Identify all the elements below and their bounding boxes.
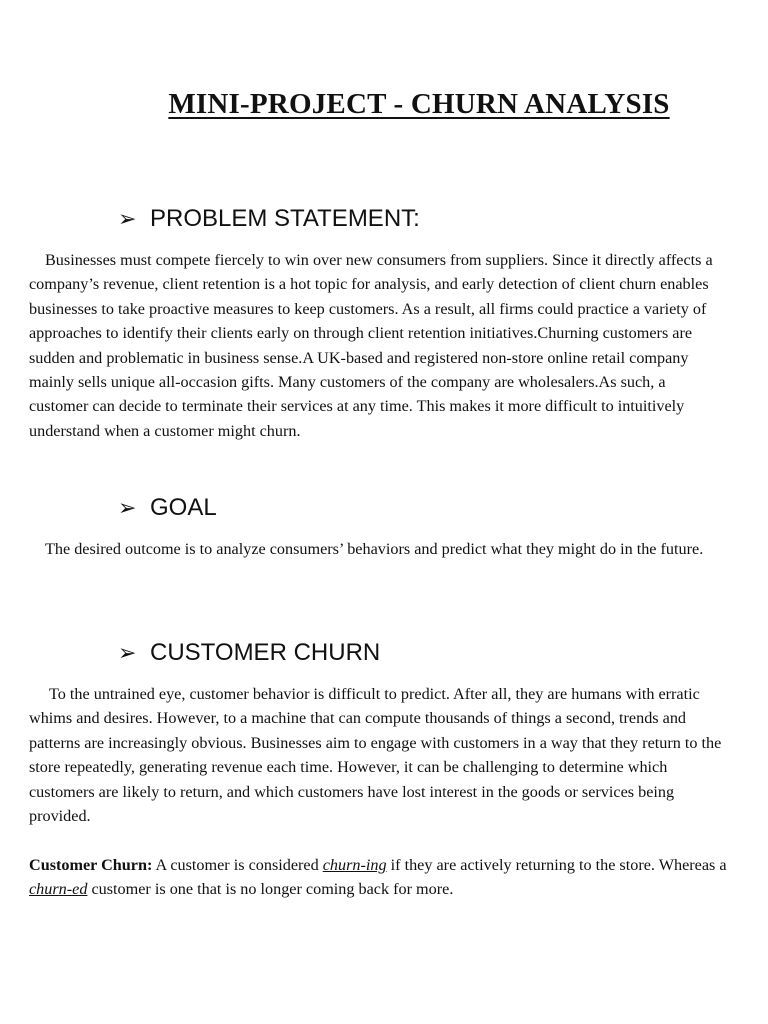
arrow-bullet-icon: ➢	[118, 641, 137, 666]
goal-paragraph: The desired outcome is to analyze consumers’ behaviors and predict what they might do in the future.	[45, 540, 704, 558]
definition-label: Customer Churn:	[29, 856, 153, 874]
term-churning: churn-ing	[322, 856, 387, 874]
heading-text: CUSTOMER CHURN	[150, 639, 381, 666]
heading-goal	[118, 494, 217, 522]
problem-statement-paragraph: Businesses must compete fiercely to win over new consumers from suppliers. Since it directly affects a company’s revenue, client retention is a hot topic for analysis, and early detection of client churn enables businesses to take proactive measures to keep customers. As a result, all firms could practice a variety of approaches to identify their clients early on through client retention initiatives.Churning customers are sudden and problematic in business sense.A UK-based and registered non-store online retail company mainly sells unique all-occasion gifts. Many customers of the company are wholesalers.As such, a customer can decide to terminate their services at any time. This makes it more difficult to intuitively understand when a customer might churn.	[29, 251, 713, 440]
arrow-bullet-icon: ➢	[118, 207, 137, 232]
term-churned: churn-ed	[29, 880, 88, 899]
document-title: MINI-PROJECT - CHURN ANALYSIS	[168, 88, 670, 120]
heading-problem-statement	[118, 205, 420, 233]
heading-text: GOAL	[150, 494, 217, 521]
heading-customer-churn	[118, 639, 380, 667]
customer-churn-definition: Customer Churn: A customer is considered churn-ing if they are actively returning to the store. Whereas a churn-ed customer is one that is no longer coming back for more.	[29, 856, 727, 899]
arrow-bullet-icon: ➢	[118, 496, 137, 521]
customer-churn-paragraph: To the untrained eye, customer behavior is difficult to predict. After all, they are humans with erratic whims and desires. However, to a machine that can compute thousands of things a second, trends and patterns are increasingly obvious. Businesses aim to engage with customers in a way that they return to the store repeatedly, generating revenue each time. However, it can be challenging to determine which customers are likely to return, and which customers have lost interest in the goods or services being provided.	[29, 685, 722, 826]
heading-text: PROBLEM STATEMENT:	[150, 205, 420, 232]
